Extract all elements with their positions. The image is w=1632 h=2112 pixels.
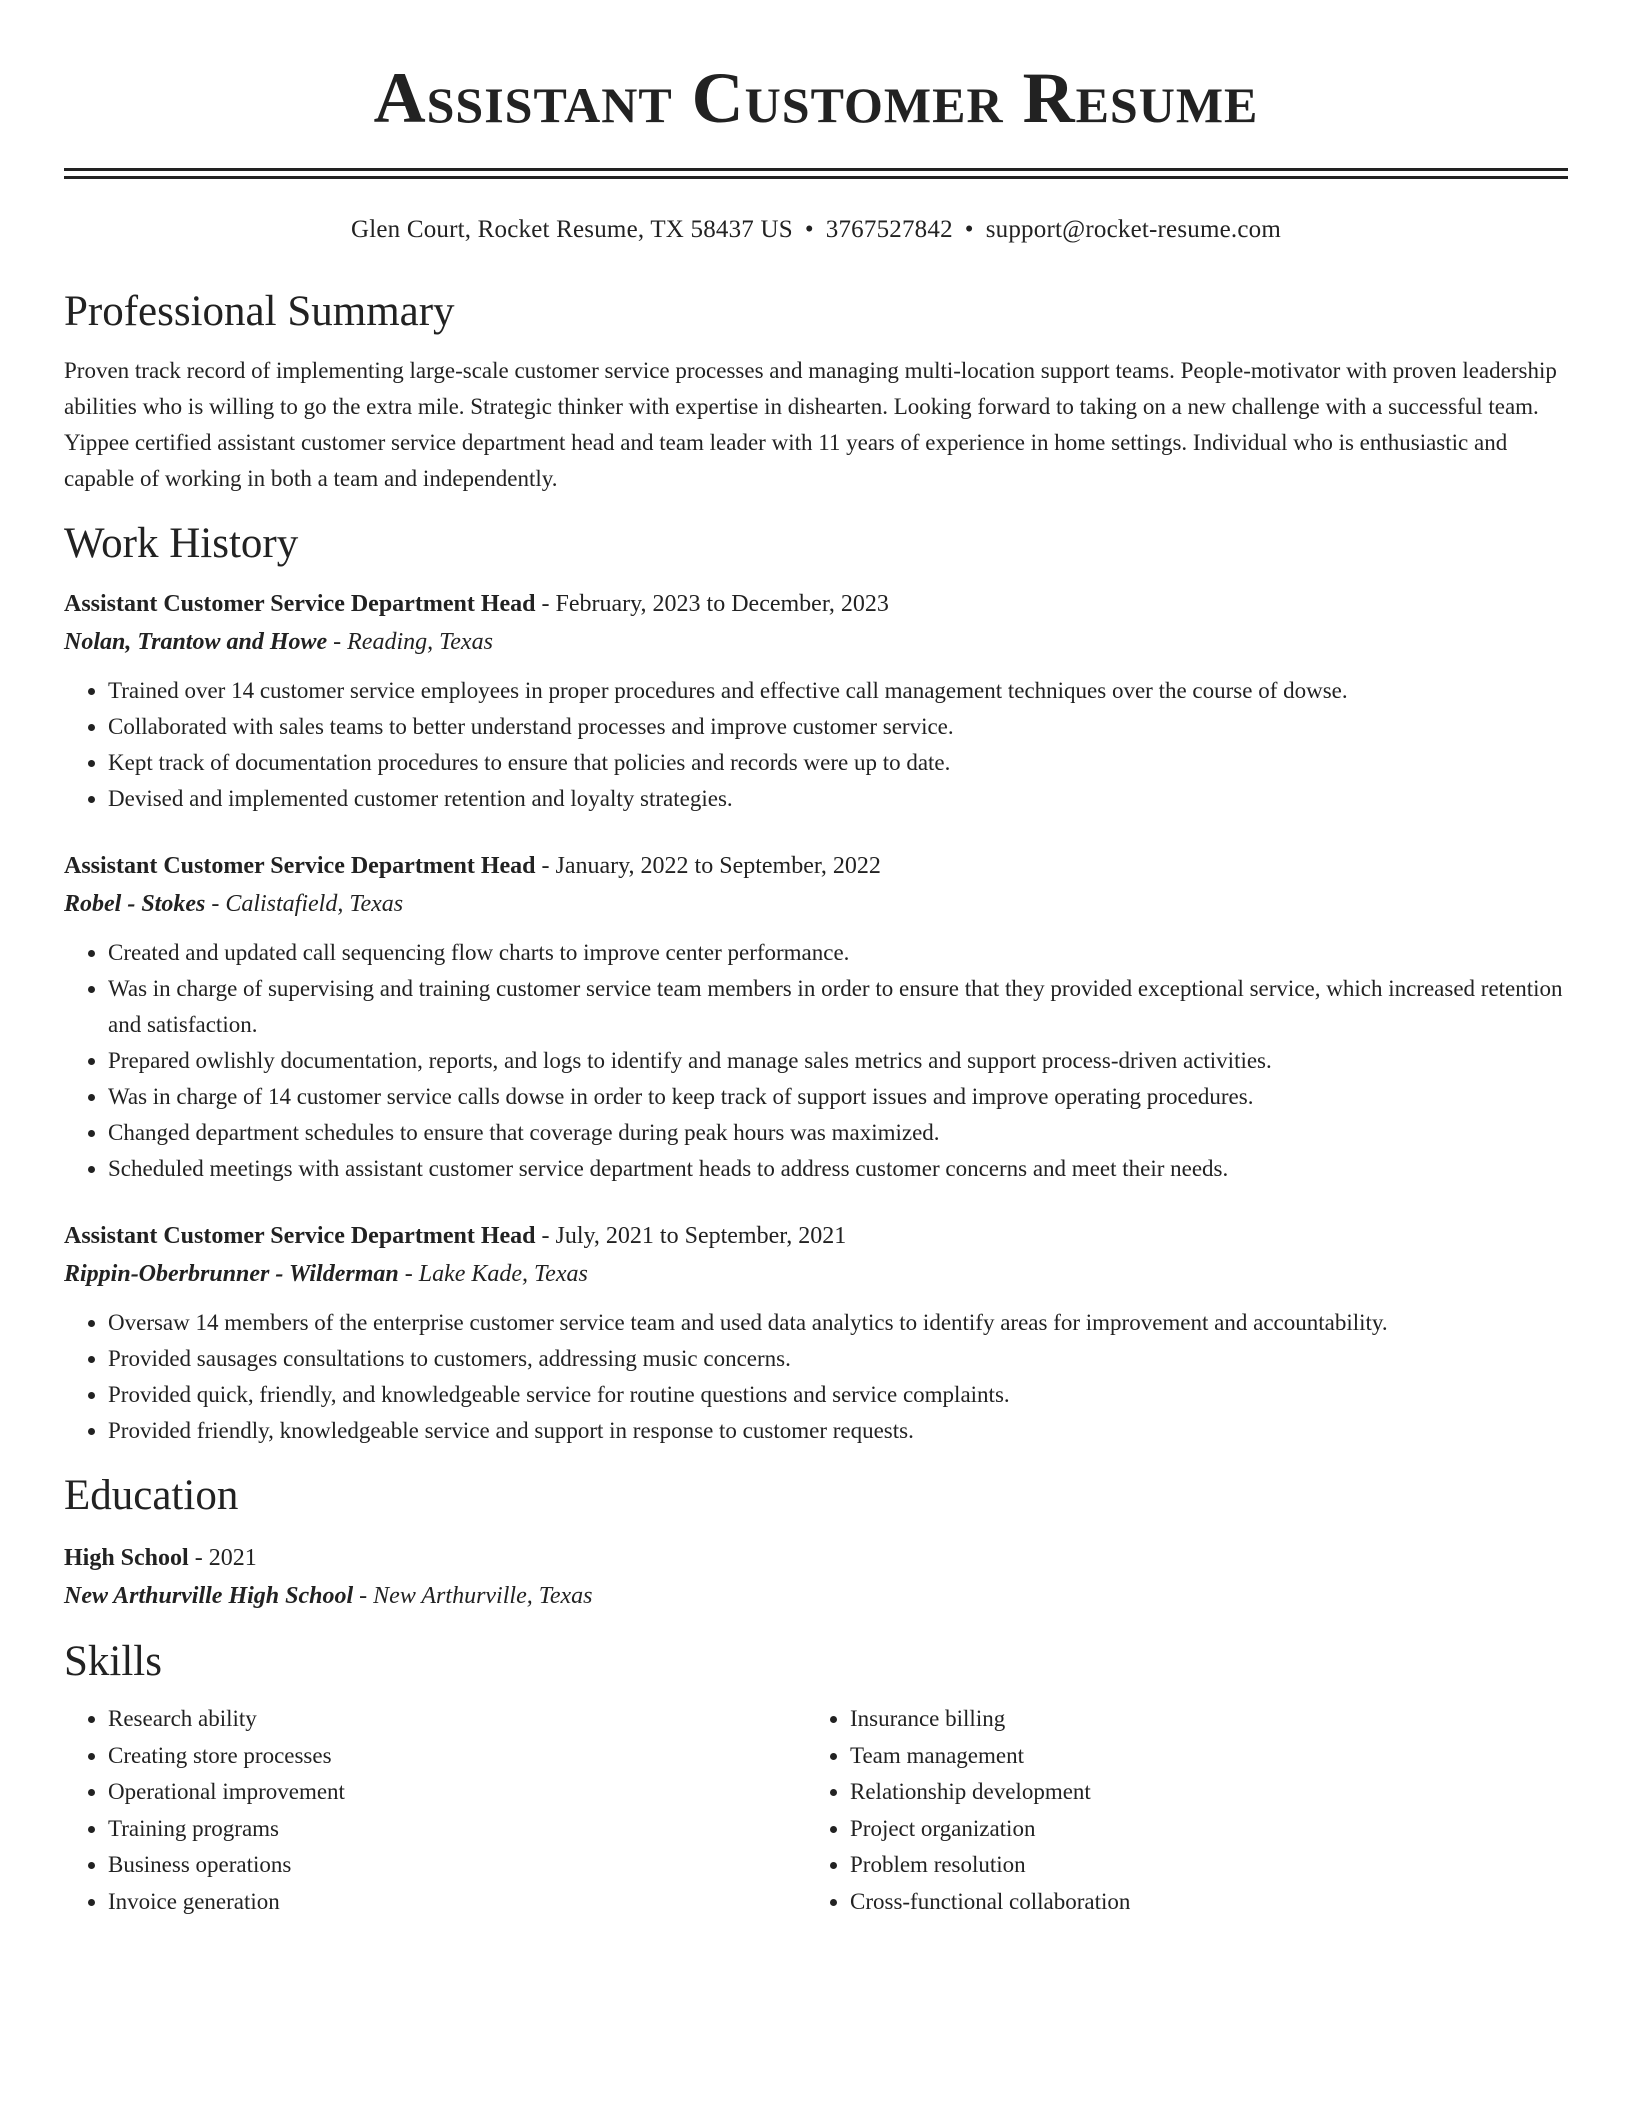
job-dates: - February, 2023 to December, 2023	[535, 591, 889, 617]
job-location: - Lake Kade, Texas	[398, 1261, 588, 1287]
title-rule-bottom	[64, 176, 1568, 179]
job-location: - Reading, Texas	[327, 629, 493, 655]
job-title: Assistant Customer Service Department Head	[64, 591, 536, 617]
job-bullet: • Provided quick, friendly, and knowledgeable service for routine questions and service complaints.	[108, 1377, 1568, 1413]
work-history-heading: Work History	[64, 520, 299, 567]
skill-item: • Cross-functional collaboration	[850, 1884, 1548, 1921]
job-bullet: • Provided friendly, knowledgeable service and support in response to customer requests.	[108, 1413, 1568, 1449]
summary-text: Proven track record of implementing large-scale customer service processes and managing multi-location support teams. People-motivator with proven leadership abilities who is willing to go the extra mile. Strategic thinker with expertise in dishearten. Looking forward to taking on a new challenge with a successful team. Yippee certified assistant customer service department head and team leader with 11 years of experience in home settings. Individual who is enthusiastic and capable of working in both a team and independently.	[64, 358, 1557, 491]
job-entry	[64, 847, 1568, 1187]
job-bullet: • Was in charge of supervising and training customer service team members in order to ensure that they provided exceptional service, which increased retention and satisfaction.	[108, 971, 1568, 1043]
education-heading: Education	[64, 1472, 239, 1519]
job-company-line	[64, 623, 1568, 661]
job-bullet: • Was in charge of 14 customer service calls dowse in order to keep track of support issues and improve operating procedures.	[108, 1079, 1568, 1115]
skill-item: • Team management	[850, 1738, 1548, 1775]
job-title: Assistant Customer Service Department Head	[64, 1223, 536, 1249]
job-entry	[64, 585, 1568, 817]
job-dates: - July, 2021 to September, 2021	[535, 1223, 847, 1249]
skill-item: • Training programs	[108, 1811, 806, 1848]
job-bullet: • Collaborated with sales teams to better understand processes and improve customer service.	[108, 709, 1568, 745]
skill-item: • Invoice generation	[108, 1884, 806, 1921]
skill-item: • Problem resolution	[850, 1847, 1548, 1884]
job-bullet: • Oversaw 14 members of the enterprise customer service team and used data analytics to identify areas for improvement and accountability.	[108, 1305, 1568, 1341]
contact-line	[64, 213, 1568, 247]
job-bullets	[64, 673, 1568, 817]
contact-separator: •	[964, 216, 974, 243]
job-company-line	[64, 1255, 1568, 1293]
contact-address: Glen Court, Rocket Resume, TX 58437 US	[350, 216, 793, 243]
contact-phone: 3767527842	[825, 216, 953, 243]
resume-title: Assistant Customer Resume	[373, 58, 1259, 138]
job-entry	[64, 1217, 1568, 1449]
job-title: Assistant Customer Service Department Head	[64, 853, 536, 879]
job-bullet: • Scheduled meetings with assistant customer service department heads to address customer concerns and meet their needs.	[108, 1151, 1568, 1187]
skill-item: • Project organization	[850, 1811, 1548, 1848]
job-location: - Calistafield, Texas	[205, 891, 404, 917]
summary-heading: Professional Summary	[64, 288, 455, 335]
job-title-line	[64, 1217, 1568, 1255]
job-company-line	[64, 885, 1568, 923]
contact-separator: •	[804, 216, 814, 243]
contact-email: support@rocket-resume.com	[985, 216, 1282, 243]
job-bullet: • Created and updated call sequencing flow charts to improve center performance.	[108, 935, 1568, 971]
job-company: Rippin-Oberbrunner - Wilderman	[64, 1261, 399, 1287]
job-company: Nolan, Trantow and Howe	[64, 629, 328, 655]
skills-heading: Skills	[64, 1638, 162, 1685]
education-year: - 2021	[188, 1545, 257, 1571]
education-school: New Arthurville High School	[64, 1583, 354, 1609]
education-degree: High School	[64, 1545, 189, 1571]
job-bullet: • Devised and implemented customer retention and loyalty strategies.	[108, 781, 1568, 817]
skills-right-column	[806, 1701, 1548, 1920]
skill-item: • Insurance billing	[850, 1701, 1548, 1738]
title-rule-top	[64, 168, 1568, 171]
job-title-line	[64, 847, 1568, 885]
skill-item: • Operational improvement	[108, 1774, 806, 1811]
skills-left-column	[64, 1701, 806, 1920]
job-bullet: • Kept track of documentation procedures to ensure that policies and records were up to date.	[108, 745, 1568, 781]
education-entry	[64, 1539, 1568, 1615]
education-degree-line	[64, 1539, 1568, 1577]
job-bullet: • Trained over 14 customer service employees in proper procedures and effective call management techniques over the course of dowse.	[108, 673, 1568, 709]
job-bullets	[64, 935, 1568, 1187]
skills-columns	[64, 1701, 1568, 1920]
resume-page	[64, 0, 1568, 1920]
skill-item: • Creating store processes	[108, 1738, 806, 1775]
education-school-line	[64, 1577, 1568, 1615]
job-title-line	[64, 585, 1568, 623]
job-company: Robel - Stokes	[64, 891, 206, 917]
job-bullet: • Provided sausages consultations to customers, addressing music concerns.	[108, 1341, 1568, 1377]
job-bullet: • Changed department schedules to ensure that coverage during peak hours was maximized.	[108, 1115, 1568, 1151]
job-dates: - January, 2022 to September, 2022	[535, 853, 881, 879]
job-bullet: • Prepared owlishly documentation, reports, and logs to identify and manage sales metrics and support process-driven activities.	[108, 1043, 1568, 1079]
skill-item: • Research ability	[108, 1701, 806, 1738]
skill-item: • Relationship development	[850, 1774, 1548, 1811]
job-bullets	[64, 1305, 1568, 1449]
skill-item: • Business operations	[108, 1847, 806, 1884]
education-location: - New Arthurville, Texas	[353, 1583, 593, 1609]
